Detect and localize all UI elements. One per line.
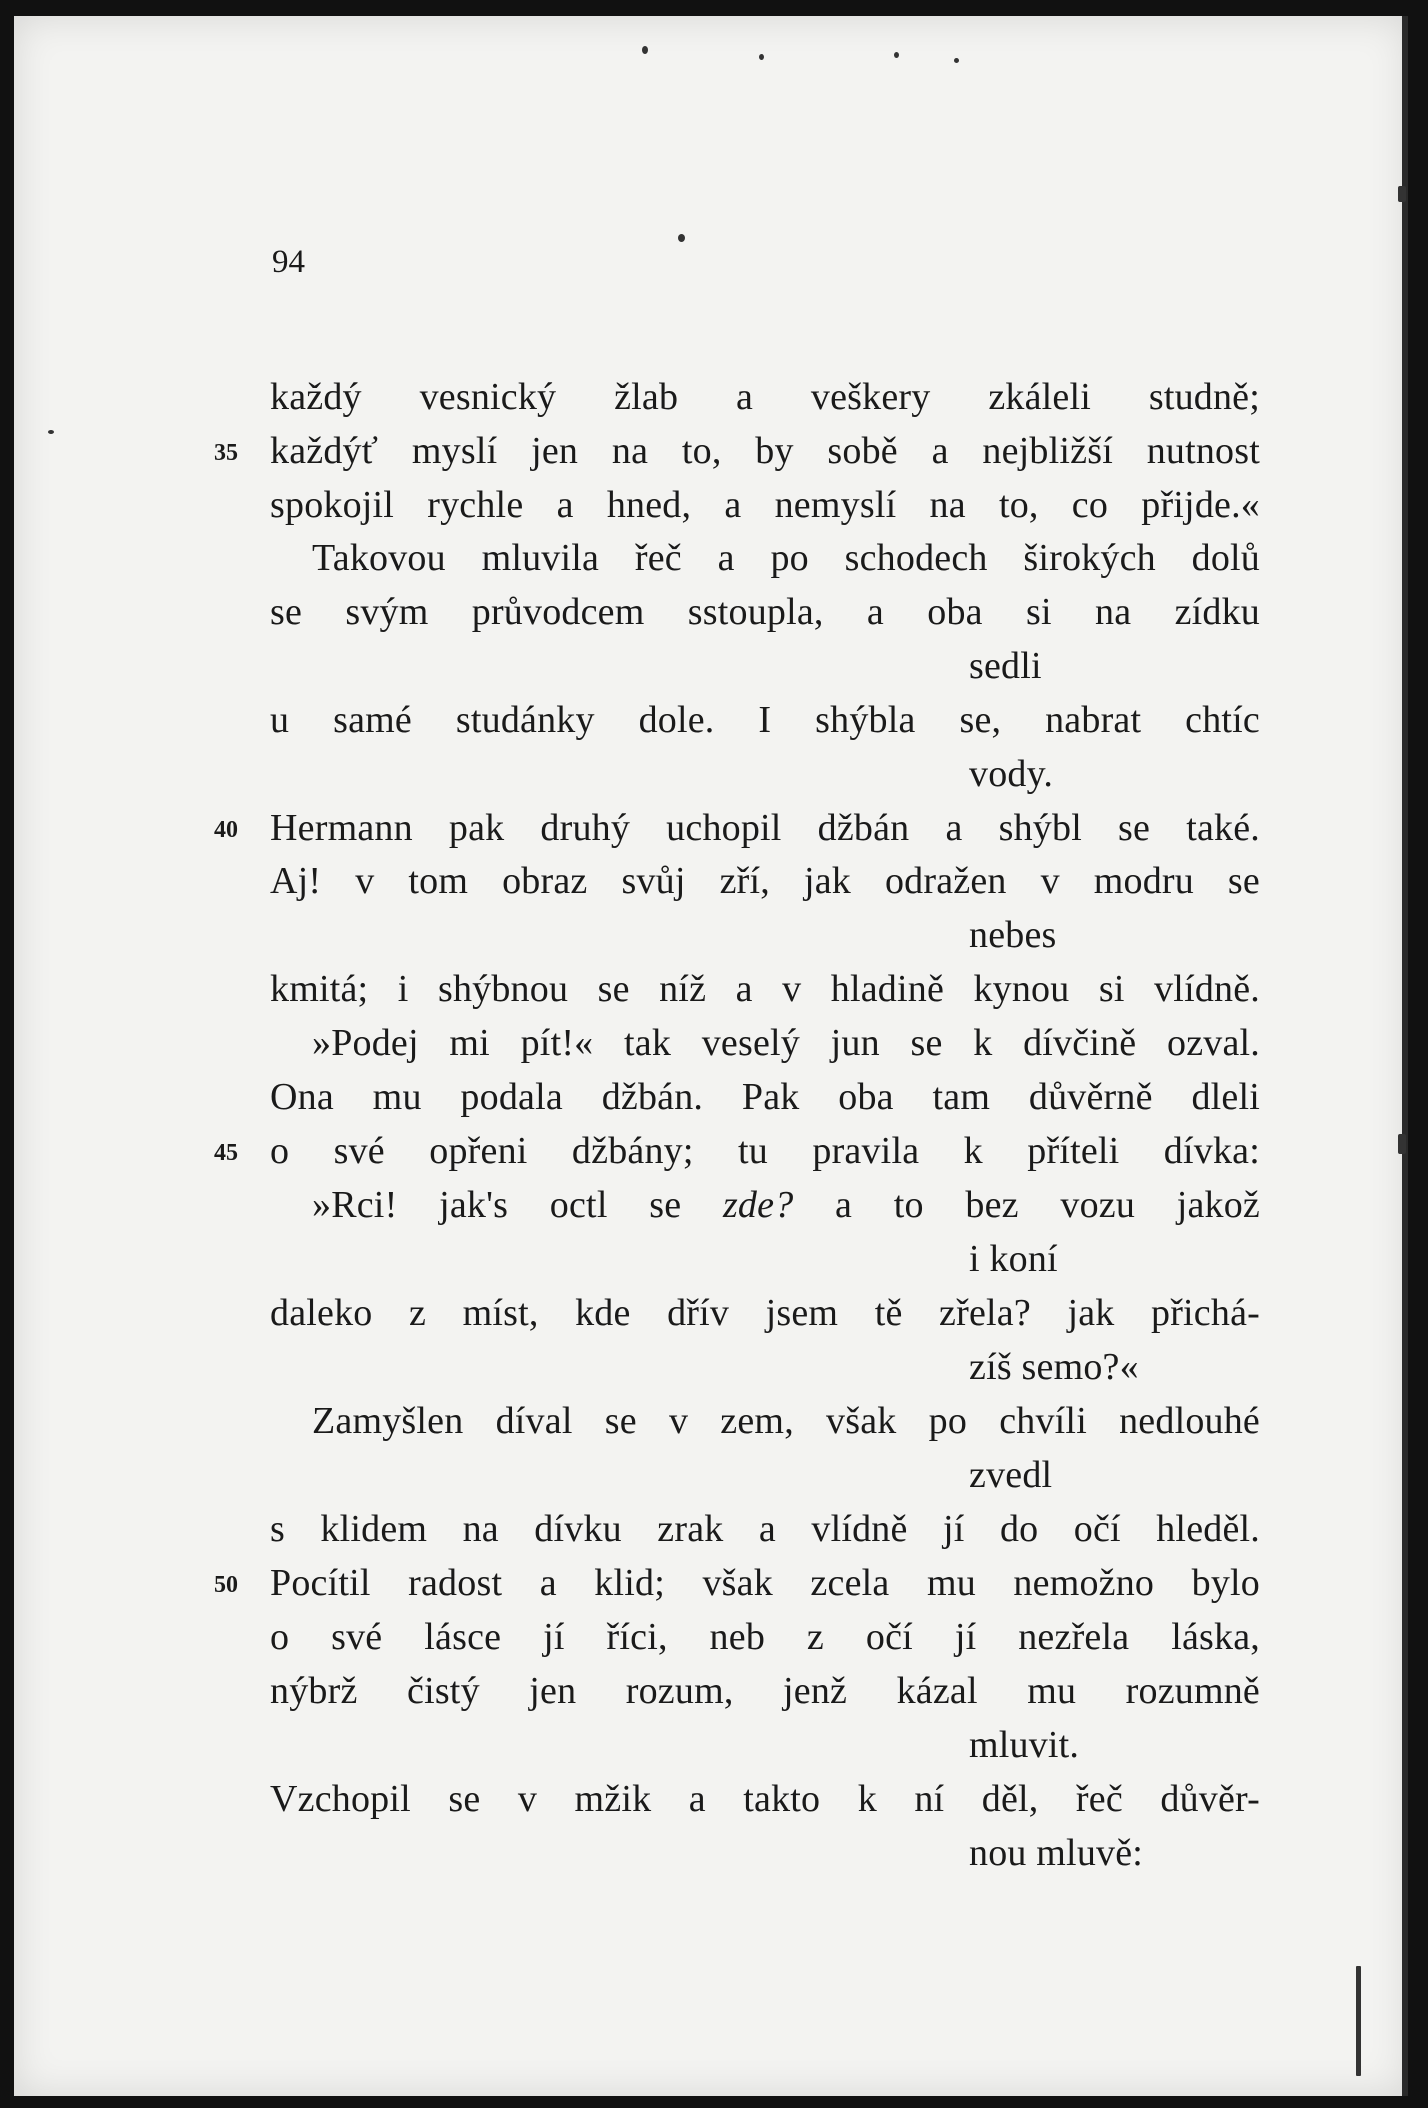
- text-line: s klidem na dívku zrak a vlídně jí do očí hleděl.: [270, 1508, 1260, 1550]
- line-number: 50: [214, 1572, 238, 1598]
- text-line: Pocítil radost a klid; však zcela mu nemožno bylo: [270, 1562, 1260, 1604]
- text-line: Zamyšlen díval se v zem, však po chvíli nedlouhé: [312, 1400, 1260, 1442]
- text-line: »Podej mi pít!« tak veselý jun se k dívčině ozval.: [312, 1022, 1260, 1064]
- text-line-continuation: i koní: [969, 1238, 1058, 1280]
- text-line: u samé studánky dole. I shýbla se, nabrat chtíc: [270, 699, 1260, 741]
- text-line: o své opřeni džbány; tu pravila k příteli dívka:: [270, 1130, 1260, 1172]
- line-number: 45: [214, 1140, 238, 1166]
- text-line: Vzchopil se v mžik a takto k ní děl, řeč důvěr-: [270, 1778, 1260, 1820]
- scan-speck: [894, 52, 899, 58]
- scan-speck: [954, 58, 959, 63]
- text-line-continuation: zvedl: [969, 1454, 1053, 1496]
- scan-speck: [1398, 186, 1406, 202]
- text-line: Aj! v tom obraz svůj zří, jak odražen v modru se: [270, 860, 1260, 902]
- text-line-continuation: nebes: [969, 914, 1057, 956]
- text-line: spokojil rychle a hned, a nemyslí na to, co přijde.«: [270, 484, 1260, 526]
- line-number: 35: [214, 440, 238, 466]
- text-line-continuation: nou mluvě:: [969, 1832, 1144, 1874]
- scan-speck: [1356, 1966, 1361, 2076]
- text-line: Takovou mluvila řeč a po schodech širokých dolů: [312, 537, 1260, 579]
- text-line: nýbrž čistý jen rozum, jenž kázal mu rozumně: [270, 1670, 1260, 1712]
- text-line: každýť myslí jen na to, by sobě a nejbližší nutnost: [270, 430, 1260, 472]
- text-line: Ona mu podala džbán. Pak oba tam důvěrně dleli: [270, 1076, 1260, 1118]
- text-line: Hermann pak druhý uchopil džbán a shýbl se také.: [270, 807, 1260, 849]
- text-line: kmitá; i shýbnou se níž a v hladině kynou si vlídně.: [270, 968, 1260, 1010]
- book-page: [14, 16, 1408, 2096]
- page-number: 94: [272, 244, 305, 280]
- text-segment: a to bez vozu jakož: [793, 1184, 1260, 1226]
- scan-speck: [1398, 1134, 1406, 1154]
- line-number: 40: [214, 817, 238, 843]
- text-line: [312, 1186, 1260, 1224]
- text-line: každý vesnický žlab a veškery zkáleli studně;: [270, 376, 1260, 418]
- text-line-continuation: sedli: [969, 645, 1042, 687]
- text-line: se svým průvodcem sstoupla, a oba si na zídku: [270, 591, 1260, 633]
- text-line: daleko z míst, kde dřív jsem tě zřela? jak přichá-: [270, 1292, 1260, 1334]
- scan-speck: [759, 54, 764, 60]
- scan-speck: [48, 430, 54, 434]
- text-line-continuation: zíš semo?«: [969, 1346, 1139, 1388]
- text-line-continuation: vody.: [969, 753, 1054, 795]
- text-segment-italic: zde?: [722, 1184, 794, 1226]
- scan-speck: [678, 234, 685, 242]
- scan-speck: [642, 46, 648, 54]
- scan-edge-right: [1402, 16, 1408, 2096]
- text-segment: »Rci! jak's octl se: [312, 1184, 723, 1226]
- text-line-continuation: mluvit.: [969, 1724, 1080, 1766]
- text-line: o své lásce jí říci, neb z očí jí nezřela láska,: [270, 1616, 1260, 1658]
